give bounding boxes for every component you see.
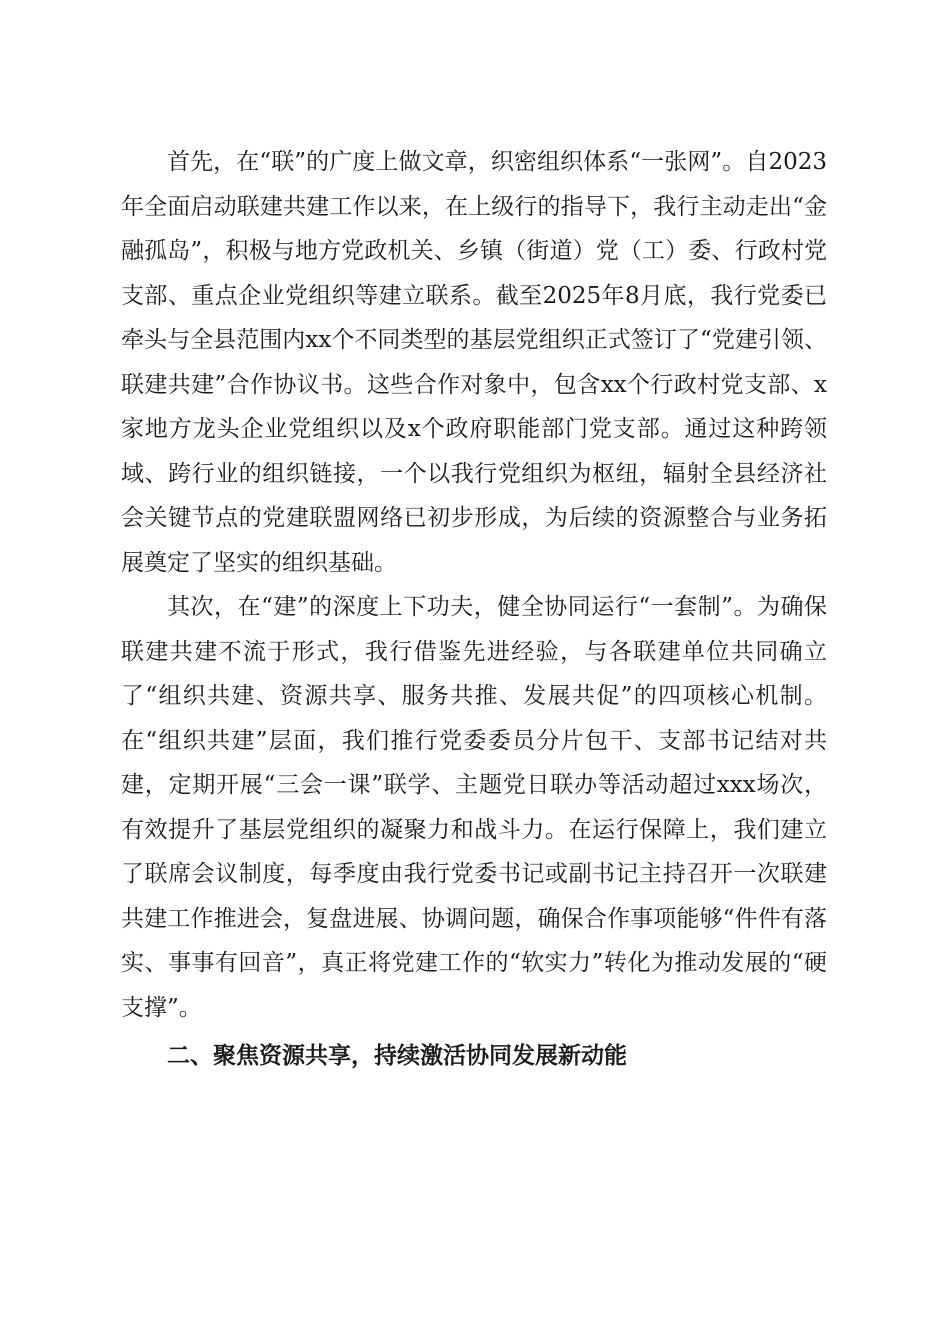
section-heading: 二、聚焦资源共享，持续激活协同发展新动能 [167,1043,627,1069]
paragraph-coordination-mechanism: 其次，在“建”的深度上下功夫，健全协同运行“一套制”。为确保联建共建不流于形式，我行借鉴先进经验，与各联建单位共同确立了“组织共建、资源共享、服务共推、发展共促”的四项核心机制。在“组织共建”层面，我们推行党委委员分片包干、支部书记结对共建，定期开展“三会一课”联学、主题党日联办等活动超过xxx场次，有效提升了基层党组织的凝聚力和战斗力。在运行保障上，我们建立了联席会议制度，每季度由我行党委书记或副书记主持召开一次联建共建工作推进会，复盘进展、协调问题，确保合作事项能够“件件有落实、事事有回音”，真正将党建工作的“软实力”转化为推动发展的“硬支撑”。 [121,594,827,1021]
document-body [121,140,827,1079]
paragraph-organization-network: 首先，在“联”的广度上做文章，织密组织体系“一张网”。自2023年全面启动联建共建工作以来，在上级行的指导下，我行主动走出“金融孤岛”，积极与地方党政机关、乡镇（街道）党（工）委、行政村党支部、重点企业党组织等建立联系。截至2025年8月底，我行党委已牵头与全县范围内xx个不同类型的基层党组织正式签订了“党建引领、联建共建”合作协议书。这些合作对象中，包含xx个行政村党支部、x家地方龙头企业党组织以及x个政府职能部门党支部。通过这种跨领域、跨行业的组织链接，一个以我行党组织为枢纽，辐射全县经济社会关键节点的党建联盟网络已初步形成，为后续的资源整合与业务拓展奠定了坚实的组织基础。 [121,149,827,576]
